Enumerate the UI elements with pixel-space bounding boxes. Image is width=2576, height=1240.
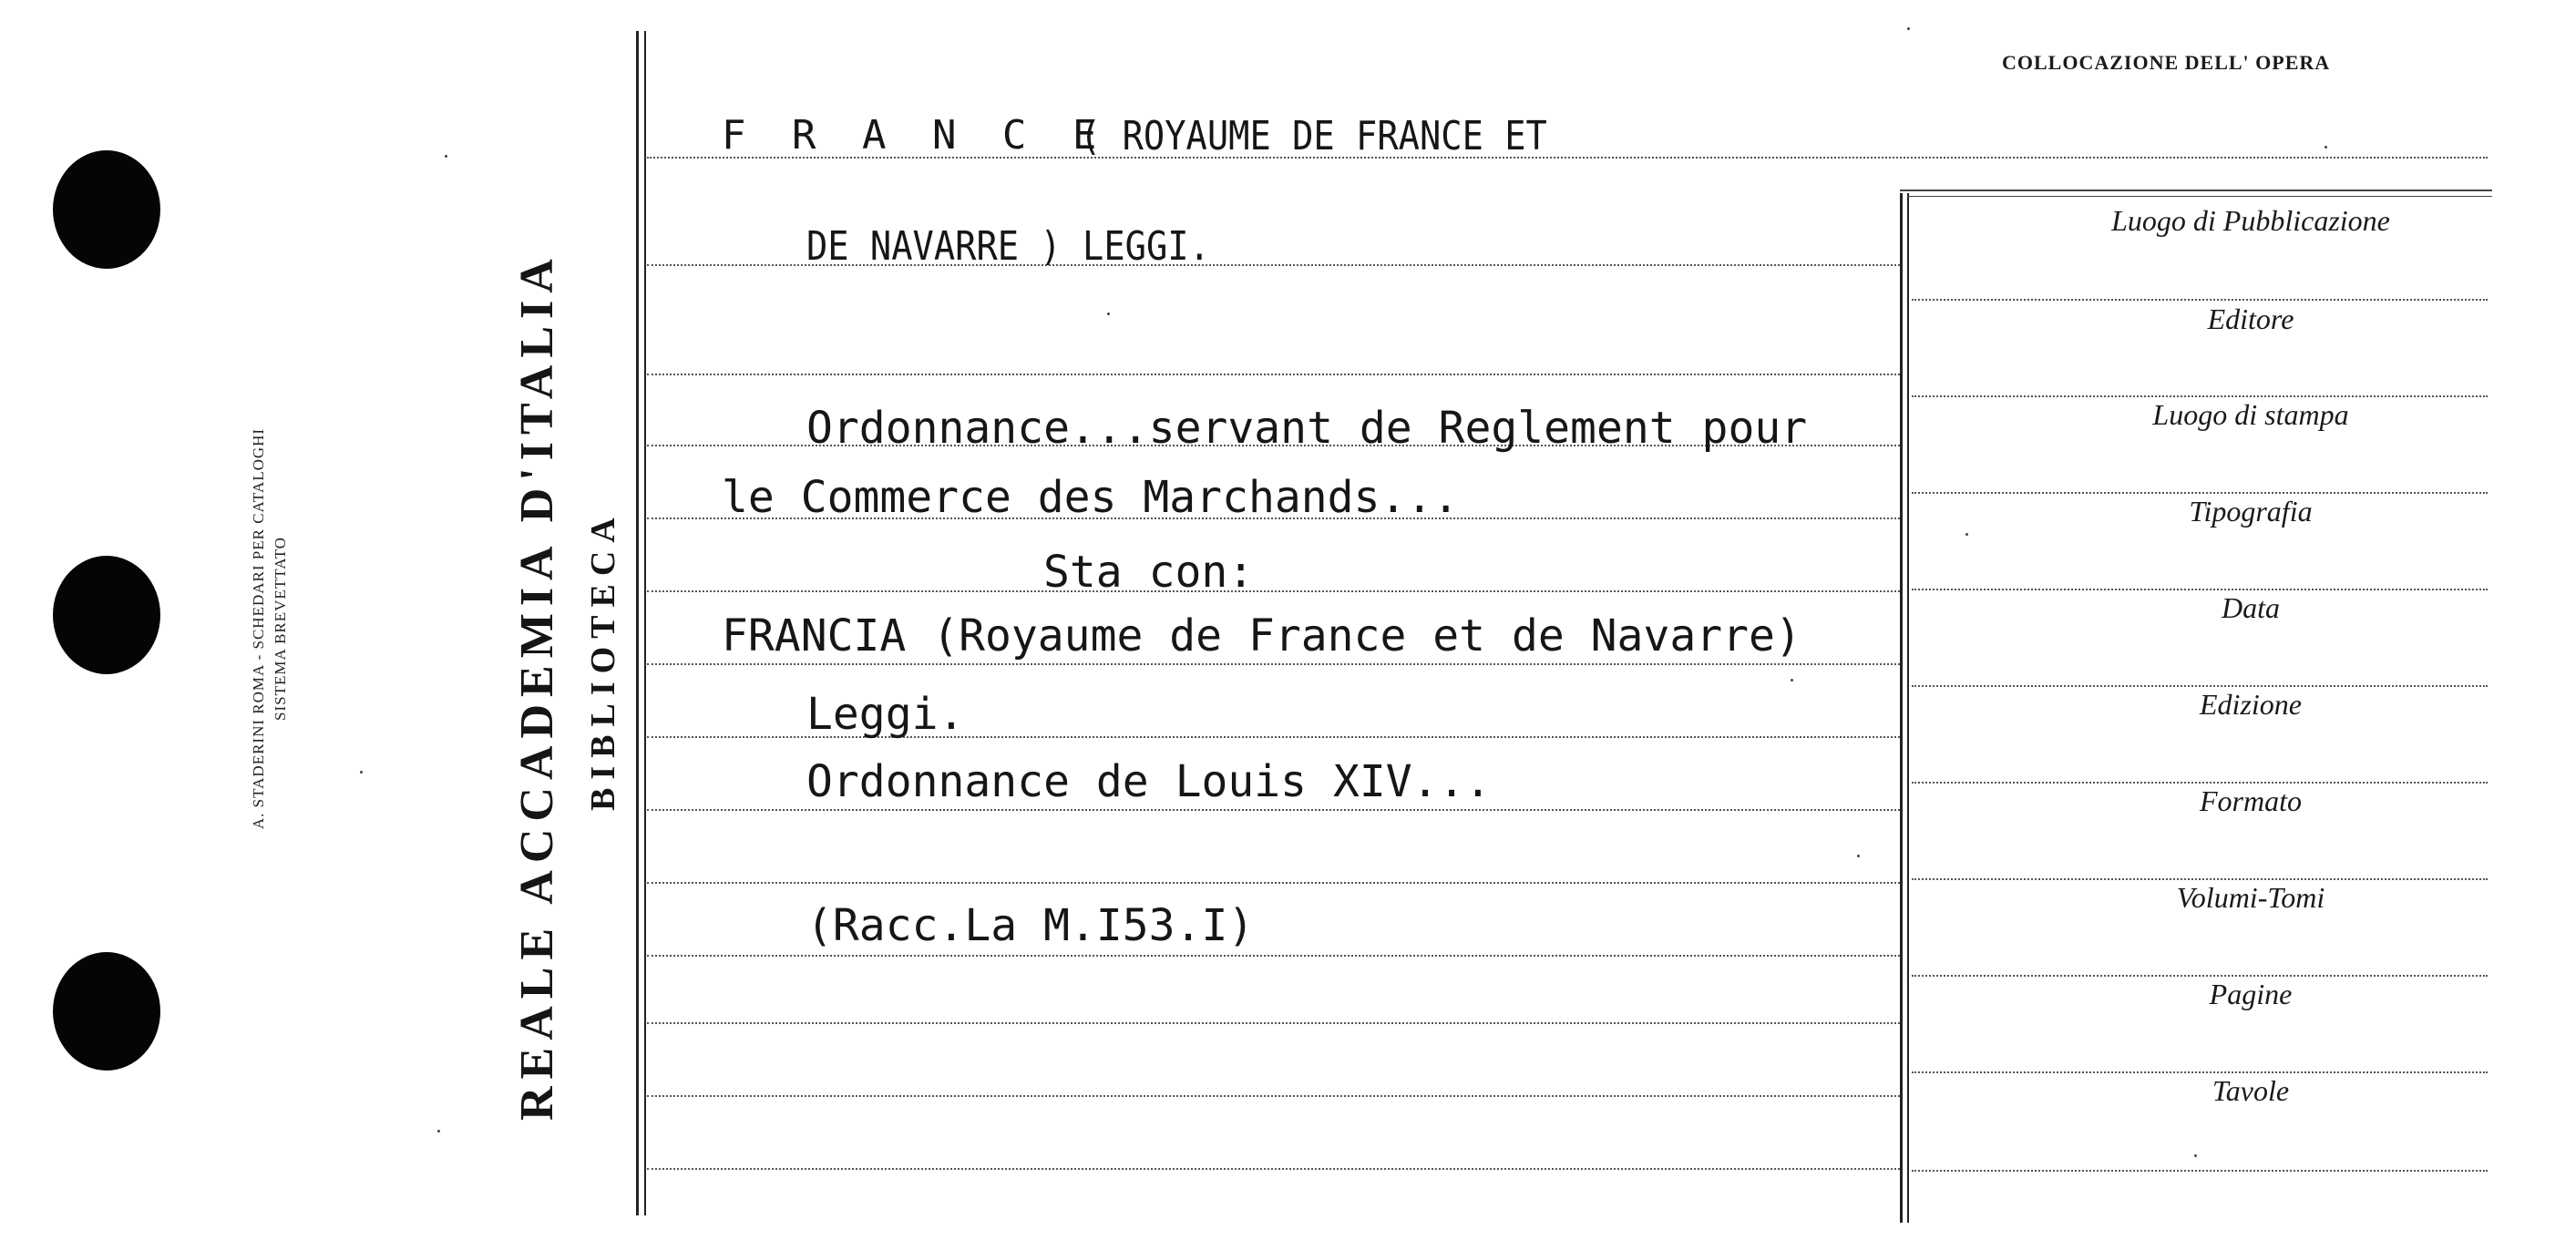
title-line-1: Ordonnance...servant de Reglement pour bbox=[806, 403, 1808, 454]
reference-line-3: Ordonnance de Louis XIV... bbox=[806, 756, 1492, 807]
field-label-volumes: Volumi-Tomi bbox=[2176, 881, 2325, 914]
reference-line-2: Leggi. bbox=[806, 689, 965, 740]
heading-subject: DE NAVARRE ) LEGGI. bbox=[806, 223, 1210, 270]
reference-line-1: FRANCIA (Royaume de France et de Navarre) bbox=[722, 610, 1801, 661]
paper-speck bbox=[445, 155, 447, 158]
rule-line bbox=[647, 374, 1900, 375]
field-label-edition: Edizione bbox=[2200, 688, 2302, 721]
paper-speck bbox=[2194, 1154, 2197, 1157]
field-rule-line bbox=[1912, 1071, 2488, 1073]
paper-speck bbox=[1857, 855, 1860, 857]
paper-speck bbox=[2325, 146, 2327, 149]
printer-imprint-line1: A. STADERINI ROMA - SCHEDARI PER CATALOGHI bbox=[250, 427, 267, 830]
field-rule-line bbox=[1912, 975, 2488, 977]
paper-speck bbox=[1965, 533, 1968, 536]
punch-hole-middle bbox=[53, 556, 160, 674]
field-label-place-of-printing: Luogo di stampa bbox=[2152, 398, 2349, 431]
printer-imprint-line2: SISTEMA BREVETTATO bbox=[272, 537, 289, 721]
location-header: COLLOCAZIONE DELL' OPERA bbox=[2002, 51, 2331, 74]
field-rule-line bbox=[1912, 589, 2488, 590]
punch-hole-bottom bbox=[53, 952, 160, 1071]
punch-hole-top bbox=[53, 150, 160, 269]
field-rule-line bbox=[1912, 1170, 2488, 1172]
margin-rule-outer bbox=[636, 31, 639, 1215]
paper-speck bbox=[1107, 313, 1110, 315]
shelfmark: (Racc.La M.I53.I) bbox=[806, 900, 1255, 951]
see-with-note: Sta con: bbox=[1043, 547, 1255, 598]
rule-line bbox=[647, 882, 1900, 884]
rule-line bbox=[647, 663, 1900, 665]
rule-line bbox=[647, 590, 1900, 592]
margin-rule-inner bbox=[644, 31, 646, 1215]
paper-speck bbox=[360, 771, 363, 774]
paper-speck bbox=[1791, 679, 1793, 681]
field-rule-line bbox=[1912, 782, 2488, 784]
field-rule-line bbox=[1912, 878, 2488, 880]
field-rule-line bbox=[1912, 395, 2488, 397]
paper-speck bbox=[437, 1130, 440, 1132]
field-label-pages: Pagine bbox=[2209, 978, 2293, 1010]
field-column-top-rule bbox=[1900, 190, 2492, 191]
field-label-printer: Tipografia bbox=[2189, 495, 2313, 528]
field-label-place-of-publication: Luogo di Pubblicazione bbox=[2111, 204, 2390, 237]
field-column-rule-outer bbox=[1900, 193, 1903, 1223]
field-rule-line bbox=[1912, 299, 2488, 301]
field-label-publisher: Editore bbox=[2207, 302, 2294, 335]
heading-country: F R A N C E bbox=[722, 112, 1108, 159]
rule-line bbox=[647, 1168, 1900, 1170]
field-label-plates: Tavole bbox=[2212, 1074, 2290, 1107]
printer-imprint bbox=[248, 337, 292, 920]
heading-country-qualifier: ( ROYAUME DE FRANCE ET bbox=[1080, 113, 1547, 159]
field-column-rule-inner bbox=[1907, 193, 1909, 1223]
field-label-date: Data bbox=[2222, 591, 2280, 624]
rule-line bbox=[647, 809, 1900, 811]
field-column-top-rule-2 bbox=[1907, 196, 2492, 197]
field-rule-line bbox=[1912, 492, 2488, 494]
institution-name: REALE ACCADEMIA D'ITALIA bbox=[511, 251, 563, 1121]
library-name: BIBLIOTECA bbox=[584, 509, 622, 811]
rule-line bbox=[647, 955, 1900, 957]
rule-line bbox=[647, 1095, 1900, 1097]
paper-speck bbox=[1907, 27, 1910, 30]
field-label-format: Formato bbox=[2200, 784, 2302, 817]
rule-line bbox=[647, 1022, 1900, 1024]
title-line-2: le Commerce des Marchands... bbox=[722, 472, 1460, 523]
field-rule-line bbox=[1912, 685, 2488, 687]
